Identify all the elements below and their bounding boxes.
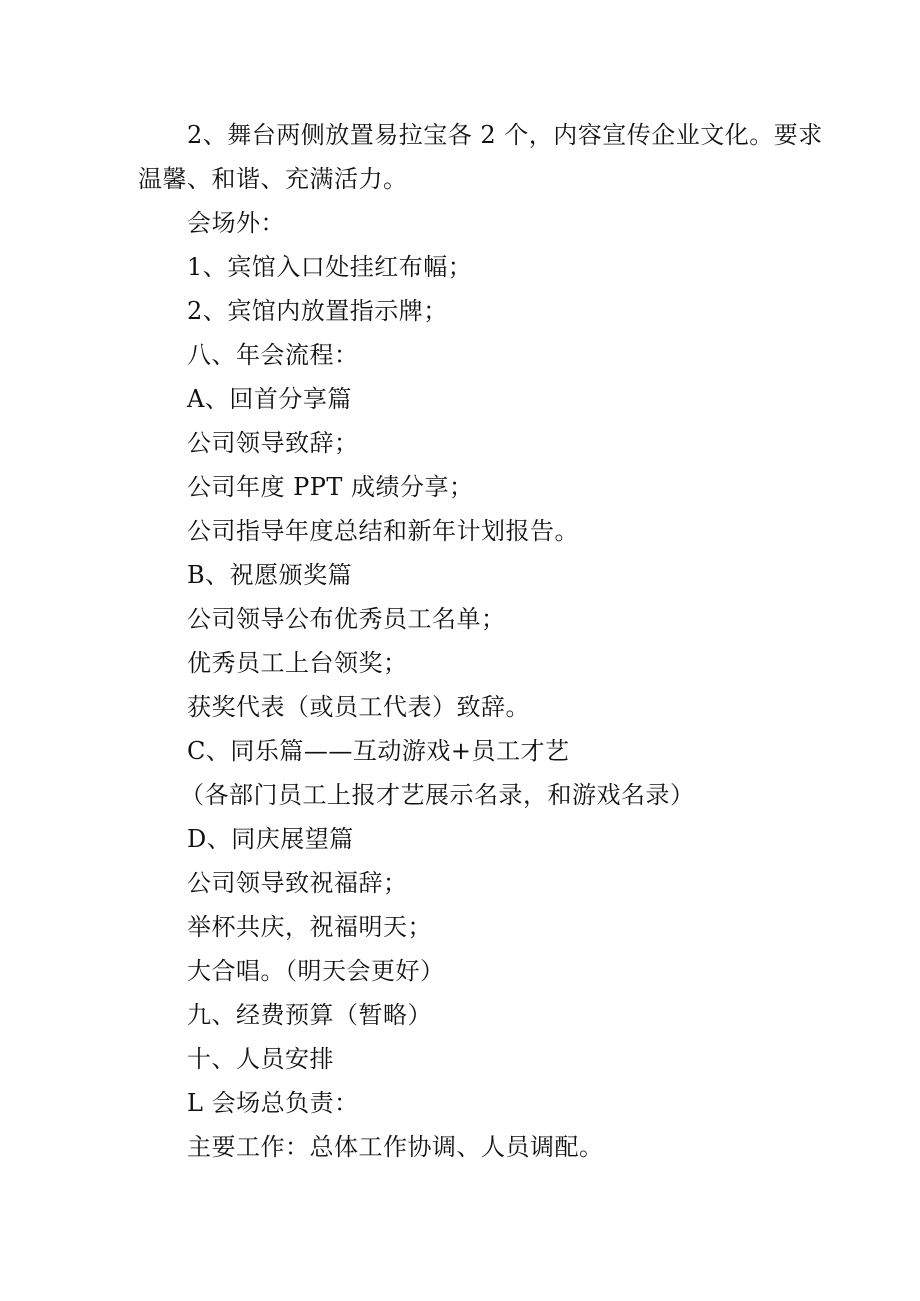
text-line: 温馨、和谐、充满活力。 [138, 165, 408, 193]
text-line: 2、宾馆内放置指示牌； [187, 297, 448, 325]
text-line: 大合唱。（明天会更好） [187, 957, 445, 985]
text-line: 公司指导年度总结和新年计划报告。 [187, 517, 579, 545]
subsection-heading: C、同乐篇——互动游戏+员工才艺 [187, 737, 570, 765]
subsection-heading: D、同庆展望篇 [187, 825, 354, 853]
section-heading: 九、经费预算（暂略） [187, 1001, 432, 1029]
text-line: 获奖代表（或员工代表）致辞。 [187, 693, 530, 721]
text-line: L 会场总负责： [187, 1089, 359, 1117]
text-line: 优秀员工上台领奖； [187, 649, 408, 677]
text-line: 公司领导致辞； [187, 429, 359, 457]
text-line: （各部门员工上报才艺展示名录，和游戏名录） [180, 781, 695, 809]
text-line: 公司领导致祝福辞； [187, 869, 408, 897]
section-heading: 十、人员安排 [187, 1045, 334, 1073]
text-line: 主要工作：总体工作协调、人员调配。 [187, 1133, 604, 1161]
text-line: 2、舞台两侧放置易拉宝各 2 个，内容宣传企业文化。要求 [187, 121, 823, 149]
text-line: 公司年度 PPT 成绩分享； [187, 473, 474, 501]
subsection-heading: A、回首分享篇 [187, 385, 352, 413]
text-line: 会场外： [187, 209, 285, 237]
subsection-heading: B、祝愿颁奖篇 [187, 561, 353, 589]
text-line: 公司领导公布优秀员工名单； [187, 605, 506, 633]
text-line: 举杯共庆，祝福明天； [187, 913, 432, 941]
section-heading: 八、年会流程： [187, 341, 359, 369]
text-line: 1、宾馆入口处挂红布幅； [187, 253, 473, 281]
